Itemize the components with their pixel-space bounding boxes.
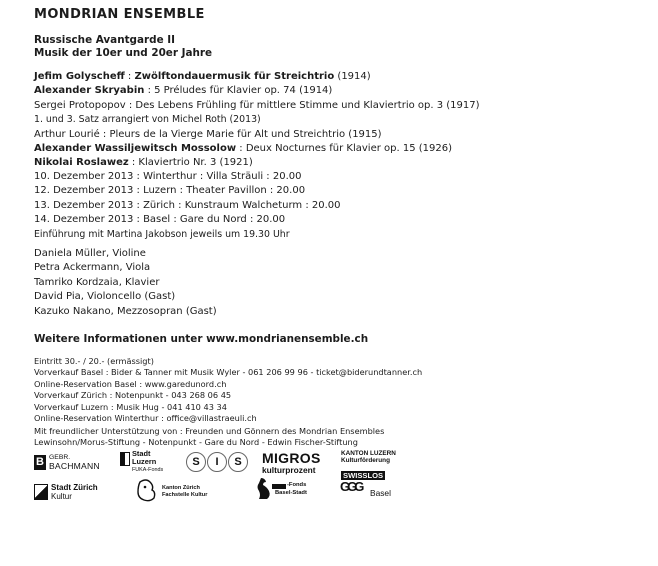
support-block (34, 426, 384, 449)
date-day: 14. Dezember 2013 (34, 214, 134, 226)
date-place: Basel : Gare du Nord : 20.00 (143, 214, 286, 226)
kanton-zuerich-text: Kanton Zürich (162, 485, 200, 491)
program-item: Jefim Golyscheff : Zwölftondauermusik für Streichtrio (1914) (34, 71, 371, 82)
composer-name: Nikolai Roslawez (34, 157, 129, 169)
work-year: (1917) (446, 99, 480, 111)
kanton-zuerich-text: Fachstelle Kultur (162, 492, 208, 498)
composer-name: Sergei Protopopov (34, 99, 126, 111)
subtitle-block (34, 34, 212, 60)
work-title: Klaviertrio Nr. 3 (138, 157, 217, 169)
ggg-basel-logo (340, 478, 400, 506)
support-line: Mit freundlicher Unterstützung von : Freunden und Gönnern des Mondrian Ensembles (34, 426, 385, 436)
composer-name: Arthur Lourié (34, 128, 100, 140)
ggg-text: Basel (370, 488, 391, 498)
luzern-text: FUKA-Fonds (132, 467, 164, 474)
bachmann-text: GEBR. (49, 454, 71, 461)
work-title: Zwölftondauermusik für Streichtrio (134, 71, 335, 82)
sis-circle-icon: S (186, 452, 206, 472)
work-year: (1915) (348, 128, 382, 140)
work-title: Des Lebens Frühling für mittlere Stimme und Klaviertrio op. 3 (135, 99, 444, 111)
migros-logo (262, 451, 332, 475)
subtitle-line: Russische Avantgarde II (34, 34, 175, 46)
basel-fonds-logo (255, 476, 325, 504)
kanton-zuerich-logo (136, 478, 228, 506)
program-note: 1. und 3. Satz arrangiert von Michel Roth (2013) (34, 114, 261, 126)
work-year: (1921) (219, 157, 253, 169)
composer-name: Alexander Skryabin (34, 85, 145, 97)
support-line: Lewinsohn/Morus-Stiftung - Notenpunkt - Gare du Nord - Edwin Fischer-Stiftung (34, 437, 358, 448)
ticket-line: Eintritt 30.- / 20.- (ermässigt) (34, 356, 154, 366)
basel-fonds-text: -Fonds (287, 482, 307, 488)
zuerich-text: Stadt Zürich (51, 483, 98, 492)
page-title: MONDRIAN ENSEMBLE (34, 7, 205, 22)
ticket-line: Vorverkauf Zürich : Notenpunkt - 043 268 06 45 (34, 390, 232, 401)
program-list (34, 70, 480, 171)
stadt-zuerich-logo (34, 483, 114, 505)
luzern-text: Luzern (132, 457, 157, 467)
performer: Tamriko Kordzaia, Klavier (34, 276, 160, 288)
date-day: 13. Dezember 2013 (34, 199, 134, 211)
ticket-line: Vorverkauf Basel : Bider & Tanner mit Musik Wyler - 061 206 99 96 - ticket@biderundtanner.ch (34, 367, 423, 378)
migros-text: kulturprozent (262, 465, 316, 475)
ticket-info (34, 356, 422, 424)
basilisk-icon (255, 476, 273, 502)
date-place: Zürich : Kunstraum Walcheturm : 20.00 (143, 199, 341, 211)
luzern-crest-icon (120, 452, 130, 466)
kanton-luzern-logo (341, 450, 421, 480)
sis-circle-icon: S (228, 452, 248, 472)
bachmann-mark-icon: B (34, 455, 46, 470)
date-item: 13. Dezember 2013 : Zürich : Kunstraum Walcheturm : 20.00 (34, 199, 341, 211)
work-title: Deux Nocturnes für Klavier op. 15 (245, 143, 416, 155)
fonds-bar-icon (272, 484, 286, 489)
zuerich-crest-icon (34, 484, 48, 500)
ticket-line: Vorverkauf Luzern : Musik Hug - 041 410 43 34 (34, 401, 227, 412)
program-item: Sergei Protopopov : Des Lebens Frühling für mittlere Stimme und Klaviertrio op. 3 (1917) (34, 99, 480, 111)
luzern-text: Stadt (132, 449, 151, 458)
program-item: Arthur Lourié : Pleurs de la Vierge Marie für Alt und Streichtrio (1915) (34, 128, 382, 140)
program-item: Nikolai Roslawez : Klaviertrio Nr. 3 (1921) (34, 157, 253, 169)
more-info-link[interactable]: Weitere Informationen unter www.mondrianensemble.ch (34, 333, 369, 345)
date-place: Luzern : Theater Pavillon : 20.00 (143, 185, 306, 197)
intro-note: Einführung mit Martina Jakobson jeweils um 19.30 Uhr (34, 228, 290, 240)
zuerich-text: Kultur (51, 492, 72, 502)
migros-text: MIGROS (262, 450, 321, 466)
basel-fonds-text: Basel-Stadt (275, 490, 307, 496)
performer: David Pia, Violoncello (Gast) (34, 291, 176, 303)
composer-name: Jefim Golyscheff (34, 71, 125, 82)
concert-dates (34, 170, 341, 242)
performer: Kazuko Nakano, Mezzosopran (Gast) (34, 305, 217, 317)
swisslos-badge: SWISSLOS (343, 470, 384, 480)
work-year: (1914) (299, 85, 333, 97)
date-place: Winterthur : Villa Sträuli : 20.00 (143, 171, 302, 182)
ticket-line: Online-Reservation Basel : www.garedunord.ch (34, 378, 227, 389)
date-item: 14. Dezember 2013 : Basel : Gare du Nord : 20.00 (34, 214, 286, 226)
work-title: 5 Préludes für Klavier op. 74 (154, 85, 296, 97)
lion-icon (136, 478, 158, 504)
ticket-line: Online-Reservation Winterthur : office@villastraeuli.ch (34, 413, 257, 424)
date-item: 12. Dezember 2013 : Luzern : Theater Pavillon : 20.00 (34, 185, 306, 197)
kanton-luzern-text: KANTON LUZERN (341, 450, 396, 457)
date-day: 12. Dezember 2013 (34, 185, 134, 197)
bachmann-text: BACHMANN (49, 461, 100, 471)
date-item: 10. Dezember 2013 : Winterthur : Villa Sträuli : 20.00 (34, 171, 302, 182)
program-item: Alexander Skryabin : 5 Préludes für Klavier op. 74 (1914) (34, 85, 333, 97)
subtitle-line: Musik der 10er und 20er Jahre (34, 47, 213, 59)
sis-logo (186, 452, 248, 474)
work-year: (1926) (418, 143, 453, 155)
ggg-mark-icon: GGG (340, 479, 362, 494)
stadt-luzern-logo (120, 450, 180, 476)
program-item: Alexander Wassiljewitsch Mossolow : Deux Nocturnes für Klavier op. 15 (1926) (34, 143, 453, 155)
work-title: Pleurs de la Vierge Marie für Alt und Streichtrio (109, 128, 346, 140)
performer: Petra Ackermann, Viola (34, 262, 151, 274)
date-day: 10. Dezember 2013 (34, 171, 134, 182)
performer-list (34, 247, 217, 319)
work-year: (1914) (337, 71, 371, 82)
composer-name: Alexander Wassiljewitsch Mossolow (34, 143, 237, 155)
bachmann-logo (34, 453, 112, 475)
kanton-luzern-text: Kulturförderung (341, 457, 390, 465)
performer: Daniela Müller, Violine (34, 248, 146, 259)
sis-circle-icon: I (207, 452, 227, 472)
